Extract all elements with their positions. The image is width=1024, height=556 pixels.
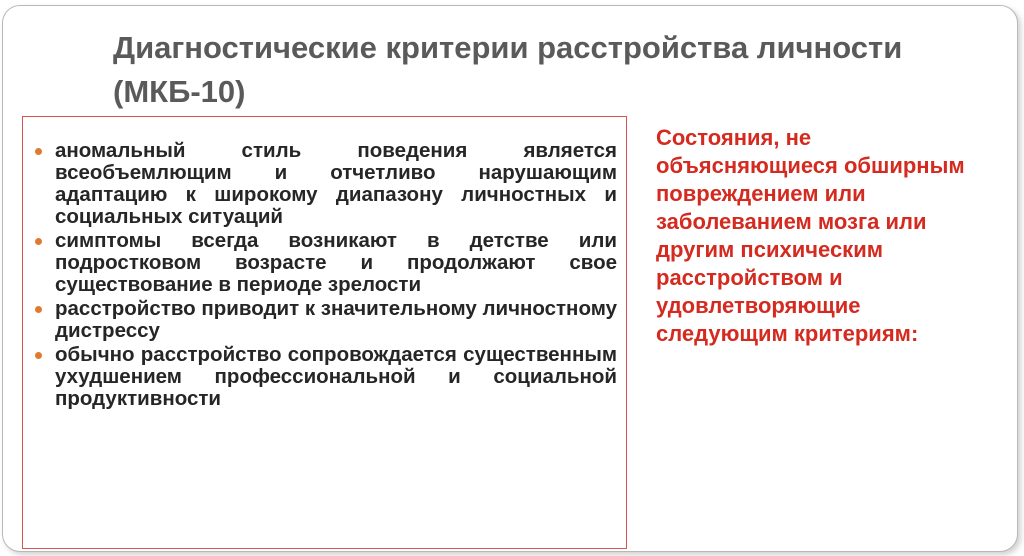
bullet-dot-icon (35, 352, 42, 359)
criteria-text: симптомы всегда возникают в детстве или подростковом возрасте и продолжают свое существование в периоде зрелости (55, 229, 617, 296)
criteria-item (35, 230, 617, 296)
slide (2, 5, 1018, 552)
criteria-list (35, 140, 617, 412)
slide-title: Диагностические критерии расстройства личности (МКБ-10) (113, 30, 903, 109)
criteria-box (22, 116, 627, 549)
criteria-item (35, 344, 617, 410)
criteria-item (35, 298, 617, 342)
criteria-text: расстройство приводит к значительному личностному дистрессу (55, 297, 617, 342)
bullet-dot-icon (35, 148, 42, 155)
side-note: Состояния, не объясняющиеся обширным повреждением или заболеванием мозга или другим психическим расстройством и удовлетворяющие следующим критериям: (656, 125, 965, 346)
criteria-text: обычно расстройство сопровождается существенным ухудшением профессиональной и социальной продуктивности (55, 343, 617, 410)
criteria-text: аномальный стиль поведения является всеобъемлющим и отчетливо нарушающим адаптацию к широкому диапазону личностных и социальных ситуаций (55, 139, 617, 228)
criteria-item (35, 140, 617, 228)
bullet-dot-icon (35, 238, 42, 245)
bullet-dot-icon (35, 306, 42, 313)
